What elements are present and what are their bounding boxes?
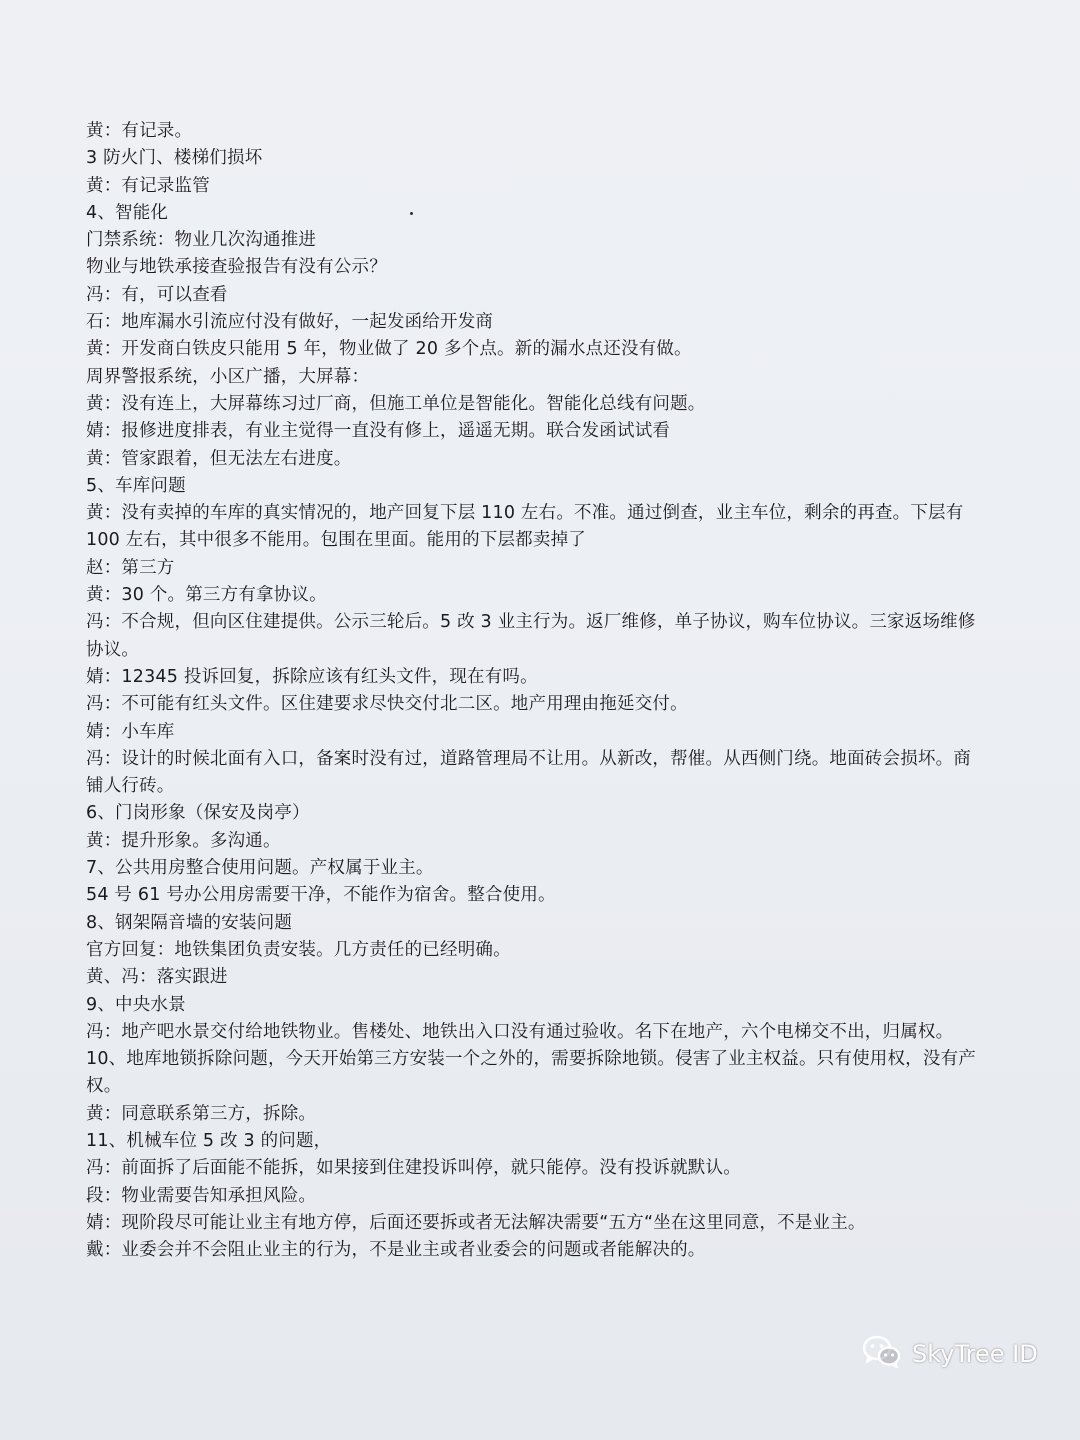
watermark-text: SkyTree ID xyxy=(912,1340,1038,1368)
doc-line: 周界警报系统，小区广播，大屏幕： xyxy=(86,366,370,387)
doc-line: 婧：现阶段尽可能让业主有地方停，后面还要拆或者无法解决需要“五方“坐在这里同意，不是业主。 xyxy=(86,1212,866,1233)
doc-line: 7、公共用房整合使用问题。产权属于业主。 xyxy=(86,858,434,879)
doc-line: 黄：管家跟着，但无法左右进度。 xyxy=(86,448,352,469)
doc-line: 黄：没有连上，大屏幕练习过厂商，但施工单位是智能化。智能化总线有问题。 xyxy=(86,393,706,414)
doc-line: 54 号 61 号办公用房需要干净，不能作为宿舍。整合使用。 xyxy=(86,885,556,906)
doc-line: 11、机械车位 5 改 3 的问题， xyxy=(86,1130,332,1151)
wechat-icon xyxy=(862,1334,902,1375)
doc-line: 冯：不合规，但向区住建提供。公示三轮后。5 改 3 业主行为。返厂维修，单子协议，购车位协议。三家返场维修协议。 xyxy=(86,612,976,660)
doc-line: 冯：有，可以查看 xyxy=(86,284,228,305)
doc-line: 石：地库漏水引流应付没有做好，一起发函给开发商 xyxy=(86,312,494,333)
doc-line: 冯：地产吧水景交付给地铁物业。售楼处、地铁出入口没有通过验收。名下在地产，六个电梯交不出，归属权。 xyxy=(86,1021,954,1042)
doc-line: 婧：报修进度排表，有业主觉得一直没有修上，遥遥无期。联合发函试试看 xyxy=(86,421,671,442)
doc-line: 黄：开发商白铁皮只能用 5 年，物业做了 20 多个点。新的漏水点还没有做。 xyxy=(86,339,692,360)
doc-line: 官方回复：地铁集团负责安装。几方责任的已经明确。 xyxy=(86,939,511,960)
doc-line: 8、钢架隔音墙的安装问题 xyxy=(86,912,293,933)
doc-line: 4、智能化 xyxy=(86,202,169,223)
doc-line: 黄：有记录监管 xyxy=(86,175,210,196)
doc-line: 婧：12345 投诉回复，拆除应该有红头文件，现在有吗。 xyxy=(86,666,538,687)
paper-speck xyxy=(410,212,413,215)
doc-line: 冯：不可能有红头文件。区住建要求尽快交付北二区。地产用理由拖延交付。 xyxy=(86,694,688,715)
doc-line: 黄：没有卖掉的车库的真实情况的，地产回复下层 110 左右。不准。通过倒查，业主车位，剩余的再查。下层有 100 左右，其中很多不能用。包围在里面。能用的下层都卖掉了 xyxy=(86,503,964,551)
doc-line: 段：物业需要告知承担风险。 xyxy=(86,1185,317,1206)
doc-line: 冯：设计的时候北面有入口，备案时没有过，道路管理局不让用。从新改，帮催。从西侧门绕。地面砖会损坏。商铺人行砖。 xyxy=(86,748,971,797)
doc-line: 6、门岗形象（保安及岗亭） xyxy=(86,803,310,824)
doc-line: 黄：有记录。 xyxy=(86,121,193,141)
doc-line: 婧：小车库 xyxy=(86,721,175,742)
doc-line: 黄：提升形象。多沟通。 xyxy=(86,830,281,851)
doc-line: 门禁系统：物业几次沟通推进 xyxy=(86,230,317,251)
doc-line: 5、车库问题 xyxy=(86,475,186,496)
watermark xyxy=(862,1332,1038,1376)
doc-line: 10、地库地锁拆除问题，今天开始第三方安装一个之外的，需要拆除地锁。侵害了业主权益。只有使用权，没有产权。 xyxy=(86,1049,976,1097)
doc-line: 9、中央水景 xyxy=(86,994,186,1015)
doc-line: 戴：业委会并不会阻止业主的行为，不是业主或者业委会的问题或者能解决的。 xyxy=(86,1240,706,1261)
doc-line: 黄、冯：落实跟进 xyxy=(86,967,228,988)
doc-line: 冯：前面拆了后面能不能拆，如果接到住建投诉叫停，就只能停。没有投诉就默认。 xyxy=(86,1158,741,1179)
doc-line: 赵：第三方 xyxy=(86,557,175,578)
doc-line: 3 防火门、楼梯们损坏 xyxy=(86,148,263,169)
doc-line: 黄：30 个。第三方有拿协议。 xyxy=(86,585,327,606)
doc-line: 黄：同意联系第三方，拆除。 xyxy=(86,1103,317,1124)
doc-line: 物业与地铁承接查验报告有没有公示？ xyxy=(86,257,387,278)
